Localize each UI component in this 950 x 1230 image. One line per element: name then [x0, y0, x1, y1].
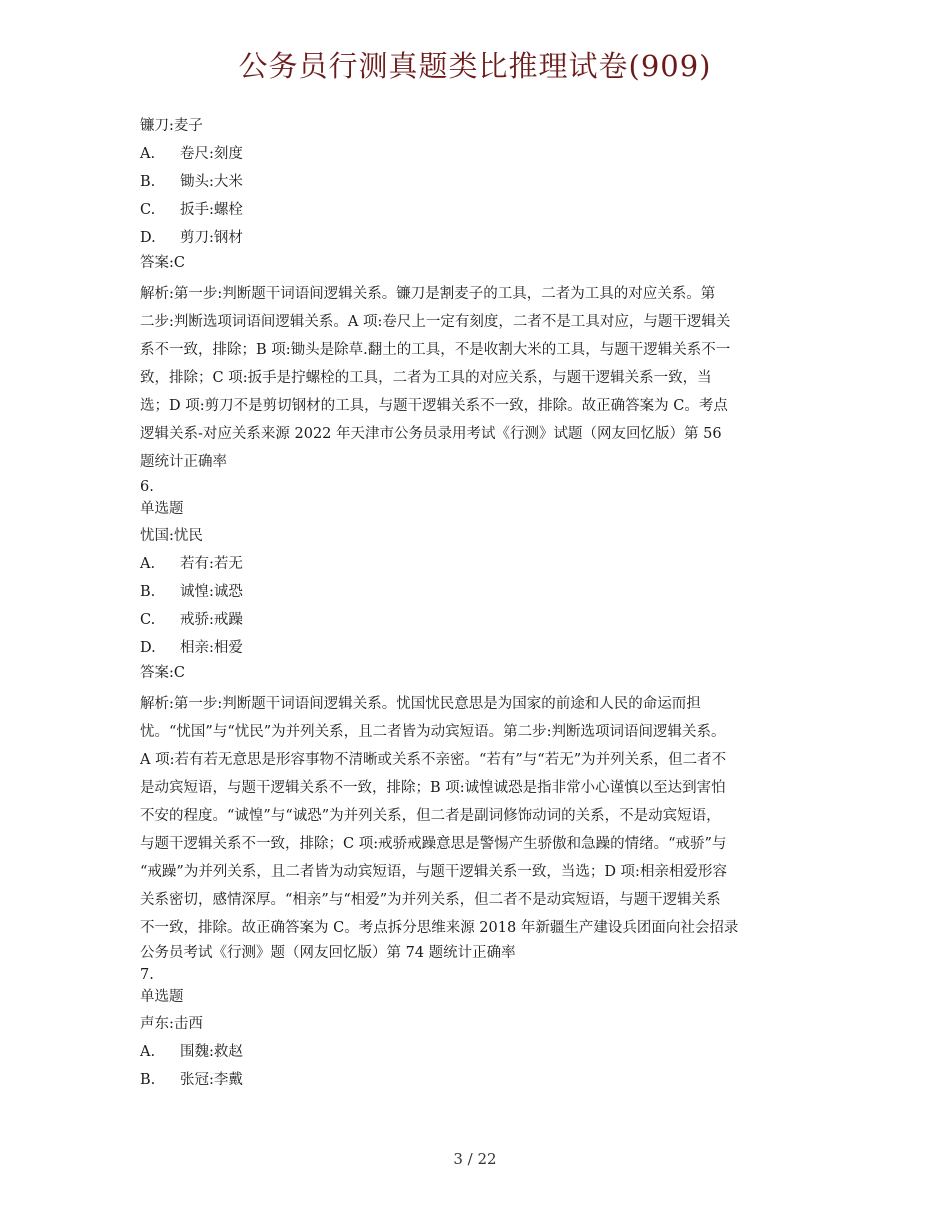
option-text: 卷尺:刻度 — [180, 146, 243, 162]
option-letter: A. — [140, 1044, 156, 1060]
q6-analysis — [140, 690, 812, 964]
option-letter: B. — [140, 584, 156, 600]
analysis-line: “戒躁”为并列关系，且二者皆为动宾短语，与题干逻辑关系一致，当选；D 项:相亲相爱形容 — [140, 864, 727, 880]
analysis-line: 致，排除；C 项:扳手是拧螺栓的工具，二者为工具的对应关系，与题干逻辑关系一致，当 — [140, 370, 712, 386]
q5-analysis — [140, 280, 812, 476]
option-text: 张冠:李戴 — [180, 1072, 243, 1088]
analysis-line: 解析:第一步:判断题干词语间逻辑关系。忧国忧民意思是为国家的前途和人民的命运而担 — [140, 696, 701, 712]
option-letter: B. — [140, 174, 156, 190]
document-body — [140, 112, 812, 1094]
option-text: 扳手:螺栓 — [180, 202, 243, 218]
analysis-line: 逻辑关系-对应关系来源 2022 年天津市公务员录用考试《行测》试题（网友回忆版）第 56 — [140, 426, 722, 442]
option-text: 锄头:大米 — [180, 174, 243, 190]
option-text: 围魏:救赵 — [180, 1044, 243, 1060]
page-number: 3 / 22 — [453, 1150, 497, 1168]
option-letter: A. — [140, 146, 156, 162]
analysis-line: 公务员考试《行测》题（网友回忆版）第 74 题统计正确率 — [140, 945, 516, 961]
option-text: 若有:若无 — [180, 556, 243, 572]
option-text: 戒骄:戒躁 — [180, 612, 243, 628]
analysis-line: A 项:若有若无意思是形容事物不清晰或关系不亲密。“若有”与“若无”为并列关系，但二者不 — [140, 752, 727, 768]
analysis-line: 不一致，排除。故正确答案为 C。考点拆分思维来源 2018 年新疆生产建设兵团面向社会招录 — [140, 920, 739, 936]
option-letter: C. — [140, 202, 156, 218]
q6-stem: 忧国:忧民 — [140, 528, 203, 544]
q7-option-b — [140, 1066, 812, 1094]
analysis-line: 二步:判断选项词语间逻辑关系。A 项:卷尺上一定有刻度，二者不是工具对应，与题干逻辑关 — [140, 314, 731, 330]
option-letter: D. — [140, 230, 156, 246]
page-title: 公务员行测真题类比推理试卷(909) — [238, 49, 712, 83]
option-text: 相亲:相爱 — [180, 640, 243, 656]
q6-number: 6. — [140, 479, 154, 495]
q5-option-a — [140, 140, 812, 168]
q7-type: 单选题 — [140, 989, 184, 1005]
q7-option-a — [140, 1038, 812, 1066]
q5-stem: 镰刀:麦子 — [140, 118, 203, 134]
q6-option-d — [140, 634, 812, 662]
q6-answer: 答案:C — [140, 665, 185, 681]
analysis-line: 关系密切，感情深厚。“相亲”与“相爱”为并列关系，但二者不是动宾短语，与题干逻辑关系 — [140, 892, 721, 908]
analysis-line: 忧。“忧国”与“忧民”为并列关系，且二者皆为动宾短语。第二步:判断选项词语间逻辑关系。 — [140, 724, 726, 740]
q7-stem: 声东:击西 — [140, 1016, 203, 1032]
q5-option-d — [140, 224, 812, 252]
q6-option-b — [140, 578, 812, 606]
q6-type: 单选题 — [140, 501, 184, 517]
analysis-line: 是动宾短语，与题干逻辑关系不一致，排除；B 项:诚惶诚恐是指非常小心谨慎以至达到害怕 — [140, 780, 726, 796]
option-letter: A. — [140, 556, 156, 572]
q7-number: 7. — [140, 967, 154, 983]
q6-option-a — [140, 550, 812, 578]
analysis-line: 系不一致，排除；B 项:锄头是除草.翻土的工具，不是收割大米的工具，与题干逻辑关系不一 — [140, 342, 731, 358]
analysis-line: 解析:第一步:判断题干词语间逻辑关系。镰刀是割麦子的工具，二者为工具的对应关系。第 — [140, 286, 716, 302]
q5-option-b — [140, 168, 812, 196]
q6-option-c — [140, 606, 812, 634]
analysis-line: 与题干逻辑关系不一致，排除；C 项:戒骄戒躁意思是警惕产生骄傲和急躁的情绪。“戒骄”与 — [140, 836, 727, 852]
option-letter: D. — [140, 640, 156, 656]
q5-answer: 答案:C — [140, 255, 185, 271]
option-letter: C. — [140, 612, 156, 628]
q5-option-c — [140, 196, 812, 224]
option-letter: B. — [140, 1072, 156, 1088]
option-text: 剪刀:钢材 — [180, 230, 243, 246]
option-text: 诚惶:诚恐 — [180, 584, 243, 600]
analysis-line: 选；D 项:剪刀不是剪切钢材的工具，与题干逻辑关系不一致，排除。故正确答案为 C。考点 — [140, 398, 728, 414]
analysis-line: 题统计正确率 — [140, 454, 227, 470]
analysis-line: 不安的程度。“诚惶”与“诚恐”为并列关系，但二者是副词修饰动词的关系，不是动宾短语， — [140, 808, 721, 824]
